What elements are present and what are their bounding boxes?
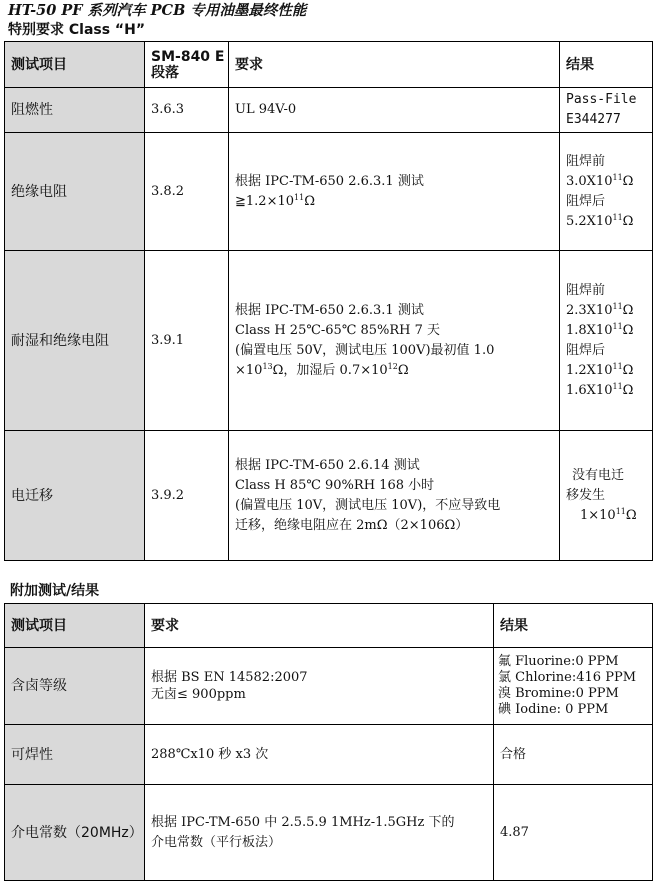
row-section: 3.6.3 [145,88,229,133]
unit: Ω [397,362,409,378]
row-item: 介电常数（20MHz） [5,785,145,881]
row-result [560,431,653,561]
result-value: 2.3X10 [566,302,613,318]
table-row [5,785,653,881]
requirement-line: 根据 BS EN 14582:2007 [151,670,308,685]
unit: Ω [625,507,637,523]
result-line: 4.87 [500,824,529,840]
row-result [494,648,653,725]
row-item: 可焊性 [5,725,145,785]
result-line [566,506,646,526]
header-section-line2: 段落 [151,64,179,81]
requirement-line: 根据 IPC-TM-650 中 2.5.5.9 1MHz-1.5GHz 下的 [151,814,455,830]
unit: Ω [622,302,634,318]
row-result [494,785,653,881]
requirement-line: 迁移，绝缘电阻应在 2mΩ（2×106Ω） [235,517,469,533]
requirement-line: 根据 IPC-TM-650 2.6.14 测试 [235,457,420,473]
additional-tests-heading: 附加测试/结果 [10,583,100,599]
row-result [560,251,653,431]
requirement-line: 介电常数（平行板法） [151,834,282,850]
result-line [566,301,646,321]
row-result [494,725,653,785]
requirement-line: 根据 IPC-TM-650 2.6.3.1 测试 [235,302,424,318]
requirement-line: Class H 85℃ 90%RH 168 小时 [235,477,435,493]
additional-tests-table [4,603,653,881]
result-line: 氯 Chlorine:416 PPM [498,670,637,685]
result-line [566,321,646,341]
result-value: 1.2X10 [566,362,613,378]
table-row [5,431,653,561]
unit: Ω [622,322,634,338]
header-test-item: 测试项目 [5,604,145,648]
result-line: 合格 [500,746,527,762]
row-item: 耐湿和绝缘电阻 [5,251,145,431]
result-line: 移发生 [566,487,606,503]
row-requirement [229,251,560,431]
row-requirement [229,133,560,251]
row-result [560,88,653,133]
requirement-line [235,192,553,212]
header-requirement: 要求 [229,42,560,88]
result-value: 1.6X10 [566,382,613,398]
table-row [5,88,653,133]
header-section [145,42,229,88]
requirement-line: UL 94V-0 [235,102,297,117]
row-section: 3.9.2 [145,431,229,561]
exponent: 12 [387,361,398,371]
row-item: 含卤等级 [5,648,145,725]
result-line: 氟 Fluorine:0 PPM [498,654,619,669]
result-value: 1.8X10 [566,322,613,338]
special-requirements-table [4,41,653,561]
exponent: 11 [612,172,623,182]
requirement-value: Ω，加湿后 0.7×10 [272,362,388,378]
requirement-line: 288℃x10 秒 x3 次 [151,746,269,762]
table-header-row [5,604,653,648]
header-result: 结果 [494,604,653,648]
requirement-line: (偏置电压 10V，测试电压 10V)，不应导致电 [235,497,501,513]
header-section-line1: SM-840 E [151,48,225,65]
result-line: 溴 Bromine:0 PPM [498,686,619,701]
row-requirement [145,648,494,725]
row-item: 电迁移 [5,431,145,561]
row-item: 绝缘电阻 [5,133,145,251]
result-line: Pass-File [566,92,637,107]
result-line: 阻焊前 [566,282,606,298]
unit: Ω [304,193,315,209]
row-section: 3.9.1 [145,251,229,431]
document-subtitle: 特别要求 Class “H” [8,22,146,38]
exponent: 11 [612,321,623,331]
requirement-line: Class H 25℃-65℃ 85%RH 7 天 [235,322,441,338]
row-requirement [229,431,560,561]
requirement-line: (偏置电压 50V，测试电压 100V)最初值 1.0 [235,342,495,358]
requirement-value: ×10 [235,362,263,378]
unit: Ω [622,382,634,398]
requirement-value: ≧1.2×10 [235,193,295,209]
result-value: 5.2X10 [566,213,613,229]
result-line: E344277 [566,112,621,127]
row-requirement [145,785,494,881]
result-value: 1×10 [580,507,616,523]
table-row [5,251,653,431]
result-line: 阻焊前 [566,153,606,169]
document-title: HT-50 PF 系列汽车 PCB 专用油墨最终性能 [8,2,307,19]
unit: Ω [622,213,634,229]
result-line [566,361,646,381]
result-line [566,212,646,232]
header-requirement: 要求 [145,604,494,648]
row-section: 3.8.2 [145,133,229,251]
requirement-line: 无卤≤ 900ppm [151,687,246,702]
exponent: 11 [615,506,626,516]
unit: Ω [622,173,634,189]
exponent: 11 [294,192,305,202]
exponent: 13 [262,361,273,371]
row-requirement [145,725,494,785]
row-result [560,133,653,251]
result-line [566,172,646,192]
exponent: 11 [612,301,623,311]
header-result: 结果 [560,42,653,88]
exponent: 11 [612,361,623,371]
result-line: 阻焊后 [566,342,606,358]
result-line [566,381,646,401]
unit: Ω [622,362,634,378]
result-value: 3.0X10 [566,173,613,189]
table-row [5,648,653,725]
requirement-line [235,361,553,381]
header-test-item: 测试项目 [5,42,145,88]
result-line: 阻焊后 [566,193,606,209]
row-requirement [229,88,560,133]
requirement-line: 根据 IPC-TM-650 2.6.3.1 测试 [235,173,424,189]
result-line: 没有电迁 [572,467,625,483]
table-row [5,725,653,785]
exponent: 11 [612,381,623,391]
exponent: 11 [612,212,623,222]
table-row [5,133,653,251]
table-header-row [5,42,653,88]
result-line: 碘 Iodine: 0 PPM [498,702,609,717]
row-item: 阻燃性 [5,88,145,133]
